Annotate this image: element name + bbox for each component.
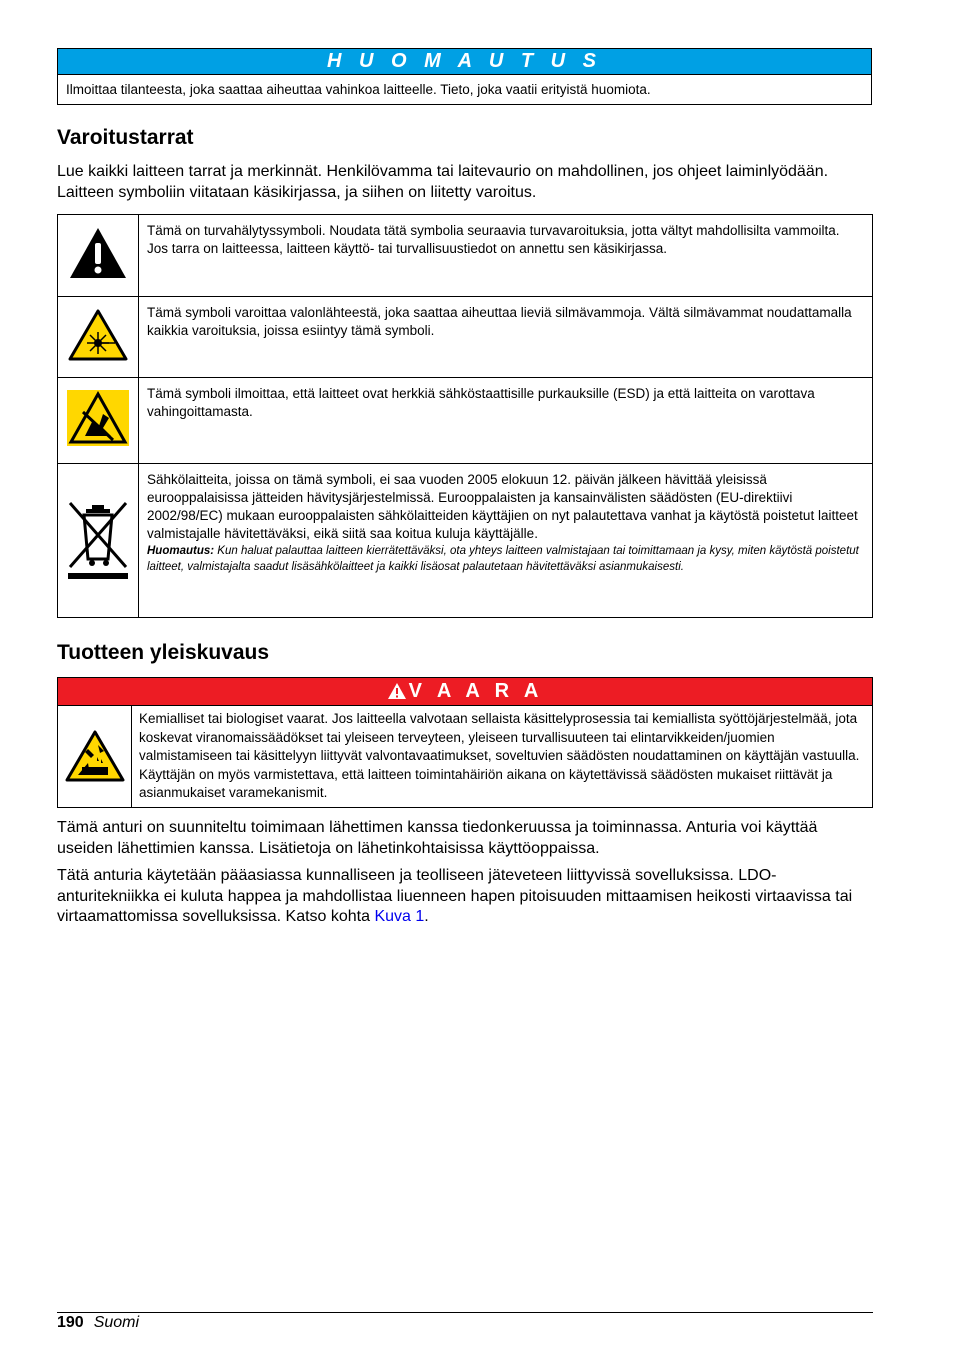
esd-warning-icon (58, 378, 139, 464)
footer (57, 1313, 139, 1333)
notice-title: H U O M A U T U S (58, 49, 871, 75)
chemical-hazard-icon (58, 706, 132, 807)
weee-crossed-bin-icon (58, 464, 139, 618)
paragraph-2-text: Tätä anturia käytetään pääasiassa kunnalliseen ja teolliseen jäteveteen liittyvissä sovelluksissa. LDO-anturitekniikka ei kuluta happea ja mahdollistaa liuenneen hapen pitoisuuden mittaamisen heikosti virtaavissa tai virtaamattomissa sovelluksissa. Katso kohta (57, 867, 853, 925)
warning-labels-intro: Lue kaikki laitteen tarrat ja merkinnät. Henkilövamma tai laitevaurio on mahdollinen, jos ohjeet laiminlyödään. Laitteen symboliin viitataan käsikirjassa, ja siihen on liitetty varoitus. (57, 163, 829, 201)
notice-text: Ilmoittaa tilanteesta, joka saattaa aiheuttaa vahinkoa laitteelle. Tieto, joka vaatii erityistä huomiota. (66, 82, 651, 97)
general-warning-icon (58, 215, 139, 297)
table-row (58, 297, 873, 378)
section-heading-product-overview: Tuotteen yleiskuvaus (57, 641, 270, 664)
symbol-text: Tämä symboli varoittaa valonlähteestä, joka saattaa aiheuttaa lieviä silmävammoja. Vältä silmävammat noudattamalla kaikkia varoituksia, joissa esiintyy tämä symboli. (139, 297, 873, 378)
figure-1-link[interactable]: Kuva 1 (374, 908, 425, 925)
body-paragraph-2 (57, 866, 872, 928)
page-number: 190 (57, 1314, 84, 1331)
danger-box (57, 677, 873, 808)
footer-language: Suomi (93, 1314, 140, 1331)
note-label: Huomautus: (147, 545, 215, 557)
table-row (58, 215, 873, 297)
symbol-table (57, 214, 873, 618)
footer-divider (57, 1312, 873, 1313)
table-row (58, 378, 873, 464)
section-heading-warning-labels: Varoitustarrat (57, 126, 194, 149)
body-paragraph-1: Tämä anturi on suunniteltu toimimaan lähettimen kanssa tiedonkeruussa ja toiminnassa. Anturia voi käyttää useiden lähettimien kanssa. Lisätietoja on lähetinkohtaisissa käyttöoppaissa. (57, 819, 818, 857)
table-row (58, 464, 873, 618)
note-text: Kun haluat palauttaa laitteen kierrätettäväksi, ota yhteys laitteen valmistajaan tai toimittamaan ja kysy, miten käytöstä poistetut laitteet, valmistajalta saadut lisäsähkölaitteet ja kaikki lisäosat palautetaan hävitettäväksi asianmukaisesti. (147, 545, 859, 573)
danger-text: Kemialliset tai biologiset vaarat. Jos laitteella valvotaan sellaista käsittelyprosessia tai kemiallista syöttöjärjestelmää, jota koskevat viranomaissäädökset tai yleiseen terveyteen, yleiseen turvallisuuteen tai elintarvikkeiden/juomien valmistamiseen tai käsittelyyn liittyvät valvontavaatimukset, soveltuvien säädösten noudattaminen on käyttäjän vastuulla. Käyttäjän on myös varmistettava, että laitteen toimintahäiriön aikana on käytettävissä säädösten mukaiset riittävät ja asianmukaiset varamekanismit. (139, 711, 860, 800)
paragraph-2-end: . (424, 908, 429, 925)
notice-box (57, 48, 872, 105)
laser-warning-icon (58, 297, 139, 378)
warning-triangle-icon (387, 682, 407, 700)
danger-title: V A A R A (408, 680, 544, 702)
symbol-text: Sähkölaitteita, joissa on tämä symboli, ei saa vuoden 2005 elokuun 12. päivän jälkeen hävittää yleisissä eurooppalaisissa jätteiden hävitysjärjestelmissä. Eurooppalaisten ja kansainvälisten säädösten (EU-direktiivi 2002/98/EC) mukaan eurooppalaisten sähkölaitteiden käyttäjien on nyt palautettava vanhat ja käytöstä poistetut laitteet valmistajalle hävitettäväksi, eikä siitä saa koitua kuluja käyttäjälle. (147, 472, 858, 541)
symbol-text: Tämä on turvahälytyssymboli. Noudata tätä symbolia seuraavia turvavaroituksia, jotta vältyt mahdollisilta vammoilta. Jos tarra on laitteessa, laitteen käyttö- tai turvallisuustiedot on annettu sen käsikirjassa. (139, 215, 873, 297)
symbol-text: Tämä symboli ilmoittaa, että laitteet ovat herkkiä sähköstaattisille purkauksille (ESD) ja että laitteita on varottava vahingoittamasta. (139, 378, 873, 464)
weee-note (147, 543, 864, 575)
